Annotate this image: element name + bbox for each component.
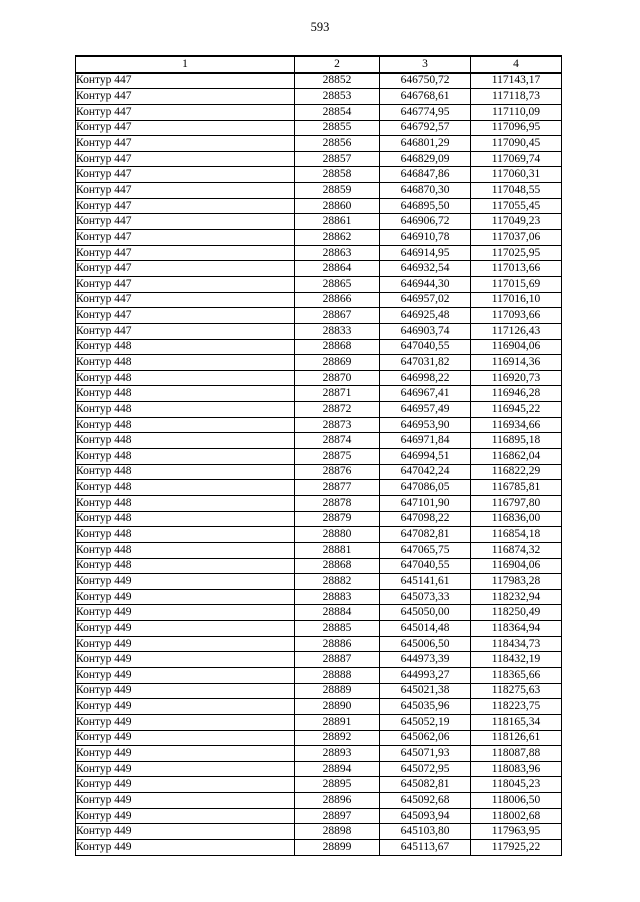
contour-name-cell: Контур 448 bbox=[76, 449, 295, 465]
table-row bbox=[76, 261, 562, 277]
y-coordinate-cell: 116822,29 bbox=[471, 464, 562, 480]
table-row bbox=[76, 339, 562, 355]
table-row bbox=[76, 308, 562, 324]
contour-name-cell: Контур 449 bbox=[76, 683, 295, 699]
y-coordinate-cell: 116862,04 bbox=[471, 449, 562, 465]
x-coordinate-cell: 645071,93 bbox=[380, 746, 471, 762]
y-coordinate-cell: 117096,95 bbox=[471, 120, 562, 136]
table-row bbox=[76, 480, 562, 496]
x-coordinate-cell: 646774,95 bbox=[380, 104, 471, 120]
x-coordinate-cell: 645014,48 bbox=[380, 621, 471, 637]
point-number-cell: 28870 bbox=[295, 370, 380, 386]
contour-name-cell: Контур 448 bbox=[76, 355, 295, 371]
point-number-cell: 28855 bbox=[295, 120, 380, 136]
y-coordinate-cell: 118087,88 bbox=[471, 746, 562, 762]
x-coordinate-cell: 646750,72 bbox=[380, 73, 471, 89]
contour-name-cell: Контур 449 bbox=[76, 636, 295, 652]
y-coordinate-cell: 118275,63 bbox=[471, 683, 562, 699]
x-coordinate-cell: 647082,81 bbox=[380, 527, 471, 543]
x-coordinate-cell: 647101,90 bbox=[380, 495, 471, 511]
y-coordinate-cell: 117048,55 bbox=[471, 183, 562, 199]
contour-name-cell: Контур 447 bbox=[76, 230, 295, 246]
point-number-cell: 28887 bbox=[295, 652, 380, 668]
y-coordinate-cell: 117069,74 bbox=[471, 151, 562, 167]
point-number-cell: 28874 bbox=[295, 433, 380, 449]
x-coordinate-cell: 644973,39 bbox=[380, 652, 471, 668]
y-coordinate-cell: 116945,22 bbox=[471, 402, 562, 418]
point-number-cell: 28883 bbox=[295, 589, 380, 605]
point-number-cell: 28886 bbox=[295, 636, 380, 652]
x-coordinate-cell: 645035,96 bbox=[380, 699, 471, 715]
x-coordinate-cell: 645021,38 bbox=[380, 683, 471, 699]
x-coordinate-cell: 646957,49 bbox=[380, 402, 471, 418]
contour-name-cell: Контур 448 bbox=[76, 558, 295, 574]
x-coordinate-cell: 647065,75 bbox=[380, 542, 471, 558]
y-coordinate-cell: 117118,73 bbox=[471, 89, 562, 105]
point-number-cell: 28868 bbox=[295, 339, 380, 355]
point-number-cell: 28878 bbox=[295, 495, 380, 511]
y-coordinate-cell: 118365,66 bbox=[471, 667, 562, 683]
y-coordinate-cell: 117110,09 bbox=[471, 104, 562, 120]
table-row bbox=[76, 214, 562, 230]
table-row bbox=[76, 589, 562, 605]
table-row bbox=[76, 495, 562, 511]
contour-name-cell: Контур 449 bbox=[76, 589, 295, 605]
x-coordinate-cell: 647098,22 bbox=[380, 511, 471, 527]
point-number-cell: 28864 bbox=[295, 261, 380, 277]
point-number-cell: 28896 bbox=[295, 793, 380, 809]
point-number-cell: 28881 bbox=[295, 542, 380, 558]
contour-name-cell: Контур 447 bbox=[76, 183, 295, 199]
contour-name-cell: Контур 448 bbox=[76, 542, 295, 558]
contour-name-cell: Контур 447 bbox=[76, 73, 295, 89]
contour-name-cell: Контур 447 bbox=[76, 89, 295, 105]
table-row bbox=[76, 527, 562, 543]
contour-name-cell: Контур 448 bbox=[76, 433, 295, 449]
contour-name-cell: Контур 447 bbox=[76, 167, 295, 183]
column-header-2: 2 bbox=[295, 56, 380, 73]
point-number-cell: 28888 bbox=[295, 667, 380, 683]
contour-name-cell: Контур 447 bbox=[76, 292, 295, 308]
contour-name-cell: Контур 449 bbox=[76, 605, 295, 621]
point-number-cell: 28856 bbox=[295, 136, 380, 152]
point-number-cell: 28853 bbox=[295, 89, 380, 105]
table-row bbox=[76, 73, 562, 89]
contour-name-cell: Контур 449 bbox=[76, 652, 295, 668]
point-number-cell: 28872 bbox=[295, 402, 380, 418]
table-row bbox=[76, 777, 562, 793]
x-coordinate-cell: 646906,72 bbox=[380, 214, 471, 230]
contour-name-cell: Контур 448 bbox=[76, 417, 295, 433]
y-coordinate-cell: 117925,22 bbox=[471, 840, 562, 856]
contour-name-cell: Контур 448 bbox=[76, 527, 295, 543]
contour-name-cell: Контур 449 bbox=[76, 824, 295, 840]
contour-name-cell: Контур 449 bbox=[76, 730, 295, 746]
table-row bbox=[76, 636, 562, 652]
x-coordinate-cell: 646801,29 bbox=[380, 136, 471, 152]
y-coordinate-cell: 117090,45 bbox=[471, 136, 562, 152]
x-coordinate-cell: 646932,54 bbox=[380, 261, 471, 277]
y-coordinate-cell: 117126,43 bbox=[471, 323, 562, 339]
point-number-cell: 28882 bbox=[295, 574, 380, 590]
contour-name-cell: Контур 447 bbox=[76, 198, 295, 214]
x-coordinate-cell: 646903,74 bbox=[380, 323, 471, 339]
point-number-cell: 28862 bbox=[295, 230, 380, 246]
x-coordinate-cell: 647086,05 bbox=[380, 480, 471, 496]
table-row bbox=[76, 840, 562, 856]
table-row bbox=[76, 386, 562, 402]
point-number-cell: 28894 bbox=[295, 761, 380, 777]
page-number: 593 bbox=[310, 20, 330, 34]
contour-name-cell: Контур 449 bbox=[76, 793, 295, 809]
table-row bbox=[76, 511, 562, 527]
point-number-cell: 28863 bbox=[295, 245, 380, 261]
table-row bbox=[76, 417, 562, 433]
point-number-cell: 28861 bbox=[295, 214, 380, 230]
y-coordinate-cell: 116854,18 bbox=[471, 527, 562, 543]
table-row bbox=[76, 433, 562, 449]
contour-name-cell: Контур 449 bbox=[76, 621, 295, 637]
x-coordinate-cell: 646914,95 bbox=[380, 245, 471, 261]
y-coordinate-cell: 116874,32 bbox=[471, 542, 562, 558]
contour-name-cell: Контур 447 bbox=[76, 214, 295, 230]
y-coordinate-cell: 118250,49 bbox=[471, 605, 562, 621]
point-number-cell: 28871 bbox=[295, 386, 380, 402]
x-coordinate-cell: 645062,06 bbox=[380, 730, 471, 746]
contour-name-cell: Контур 448 bbox=[76, 511, 295, 527]
table-row bbox=[76, 730, 562, 746]
contour-name-cell: Контур 447 bbox=[76, 276, 295, 292]
table-row bbox=[76, 89, 562, 105]
point-number-cell: 28899 bbox=[295, 840, 380, 856]
y-coordinate-cell: 117055,45 bbox=[471, 198, 562, 214]
table-row bbox=[76, 605, 562, 621]
table-row bbox=[76, 104, 562, 120]
y-coordinate-cell: 117013,66 bbox=[471, 261, 562, 277]
table-row bbox=[76, 245, 562, 261]
table-row bbox=[76, 793, 562, 809]
point-number-cell: 28892 bbox=[295, 730, 380, 746]
y-coordinate-cell: 118432,19 bbox=[471, 652, 562, 668]
point-number-cell: 28895 bbox=[295, 777, 380, 793]
contour-name-cell: Контур 449 bbox=[76, 761, 295, 777]
point-number-cell: 28852 bbox=[295, 73, 380, 89]
y-coordinate-cell: 118002,68 bbox=[471, 808, 562, 824]
contour-name-cell: Контур 448 bbox=[76, 386, 295, 402]
point-number-cell: 28858 bbox=[295, 167, 380, 183]
column-header-1: 1 bbox=[76, 56, 295, 73]
contour-name-cell: Контур 448 bbox=[76, 480, 295, 496]
x-coordinate-cell: 646957,02 bbox=[380, 292, 471, 308]
y-coordinate-cell: 117093,66 bbox=[471, 308, 562, 324]
y-coordinate-cell: 118434,73 bbox=[471, 636, 562, 652]
y-coordinate-cell: 118006,50 bbox=[471, 793, 562, 809]
y-coordinate-cell: 117049,23 bbox=[471, 214, 562, 230]
point-number-cell: 28885 bbox=[295, 621, 380, 637]
x-coordinate-cell: 645082,81 bbox=[380, 777, 471, 793]
contour-name-cell: Контур 447 bbox=[76, 104, 295, 120]
x-coordinate-cell: 646895,50 bbox=[380, 198, 471, 214]
point-number-cell: 28890 bbox=[295, 699, 380, 715]
x-coordinate-cell: 644993,27 bbox=[380, 667, 471, 683]
y-coordinate-cell: 117025,95 bbox=[471, 245, 562, 261]
y-coordinate-cell: 118364,94 bbox=[471, 621, 562, 637]
point-number-cell: 28889 bbox=[295, 683, 380, 699]
x-coordinate-cell: 645092,68 bbox=[380, 793, 471, 809]
table-row bbox=[76, 558, 562, 574]
y-coordinate-cell: 117060,31 bbox=[471, 167, 562, 183]
x-coordinate-cell: 647040,55 bbox=[380, 558, 471, 574]
point-number-cell: 28867 bbox=[295, 308, 380, 324]
table-row bbox=[76, 151, 562, 167]
x-coordinate-cell: 646967,41 bbox=[380, 386, 471, 402]
x-coordinate-cell: 646792,57 bbox=[380, 120, 471, 136]
point-number-cell: 28833 bbox=[295, 323, 380, 339]
point-number-cell: 28898 bbox=[295, 824, 380, 840]
table-row bbox=[76, 699, 562, 715]
table-row bbox=[76, 714, 562, 730]
y-coordinate-cell: 117983,28 bbox=[471, 574, 562, 590]
contour-name-cell: Контур 449 bbox=[76, 840, 295, 856]
table-row bbox=[76, 683, 562, 699]
y-coordinate-cell: 117963,95 bbox=[471, 824, 562, 840]
table-row bbox=[76, 761, 562, 777]
contour-name-cell: Контур 447 bbox=[76, 151, 295, 167]
table-header-row bbox=[76, 56, 562, 73]
table-row bbox=[76, 276, 562, 292]
point-number-cell: 28866 bbox=[295, 292, 380, 308]
point-number-cell: 28897 bbox=[295, 808, 380, 824]
table-row bbox=[76, 667, 562, 683]
x-coordinate-cell: 646971,84 bbox=[380, 433, 471, 449]
contour-name-cell: Контур 447 bbox=[76, 245, 295, 261]
x-coordinate-cell: 645006,50 bbox=[380, 636, 471, 652]
y-coordinate-cell: 116895,18 bbox=[471, 433, 562, 449]
contour-name-cell: Контур 448 bbox=[76, 464, 295, 480]
y-coordinate-cell: 118045,23 bbox=[471, 777, 562, 793]
x-coordinate-cell: 645073,33 bbox=[380, 589, 471, 605]
table-row bbox=[76, 464, 562, 480]
point-number-cell: 28875 bbox=[295, 449, 380, 465]
table-row bbox=[76, 370, 562, 386]
contour-name-cell: Контур 447 bbox=[76, 120, 295, 136]
x-coordinate-cell: 646998,22 bbox=[380, 370, 471, 386]
y-coordinate-cell: 118223,75 bbox=[471, 699, 562, 715]
table-row bbox=[76, 652, 562, 668]
table-row bbox=[76, 136, 562, 152]
y-coordinate-cell: 117015,69 bbox=[471, 276, 562, 292]
y-coordinate-cell: 117143,17 bbox=[471, 73, 562, 89]
point-number-cell: 28868 bbox=[295, 558, 380, 574]
point-number-cell: 28893 bbox=[295, 746, 380, 762]
x-coordinate-cell: 646944,30 bbox=[380, 276, 471, 292]
x-coordinate-cell: 646768,61 bbox=[380, 89, 471, 105]
contour-name-cell: Контур 449 bbox=[76, 714, 295, 730]
x-coordinate-cell: 645052,19 bbox=[380, 714, 471, 730]
point-number-cell: 28873 bbox=[295, 417, 380, 433]
y-coordinate-cell: 116836,00 bbox=[471, 511, 562, 527]
x-coordinate-cell: 646994,51 bbox=[380, 449, 471, 465]
x-coordinate-cell: 645103,80 bbox=[380, 824, 471, 840]
contour-name-cell: Контур 449 bbox=[76, 699, 295, 715]
point-number-cell: 28854 bbox=[295, 104, 380, 120]
table-row bbox=[76, 355, 562, 371]
point-number-cell: 28877 bbox=[295, 480, 380, 496]
y-coordinate-cell: 118165,34 bbox=[471, 714, 562, 730]
y-coordinate-cell: 116946,28 bbox=[471, 386, 562, 402]
x-coordinate-cell: 646910,78 bbox=[380, 230, 471, 246]
y-coordinate-cell: 116934,66 bbox=[471, 417, 562, 433]
table-row bbox=[76, 323, 562, 339]
x-coordinate-cell: 646870,30 bbox=[380, 183, 471, 199]
table-row bbox=[76, 621, 562, 637]
contour-name-cell: Контур 449 bbox=[76, 574, 295, 590]
table-row bbox=[76, 574, 562, 590]
point-number-cell: 28865 bbox=[295, 276, 380, 292]
table-row bbox=[76, 292, 562, 308]
table-row bbox=[76, 183, 562, 199]
y-coordinate-cell: 118083,96 bbox=[471, 761, 562, 777]
point-number-cell: 28869 bbox=[295, 355, 380, 371]
y-coordinate-cell: 117037,06 bbox=[471, 230, 562, 246]
table-row bbox=[76, 167, 562, 183]
point-number-cell: 28860 bbox=[295, 198, 380, 214]
y-coordinate-cell: 118232,94 bbox=[471, 589, 562, 605]
contour-name-cell: Контур 449 bbox=[76, 667, 295, 683]
column-header-3: 3 bbox=[380, 56, 471, 73]
x-coordinate-cell: 645141,61 bbox=[380, 574, 471, 590]
x-coordinate-cell: 645093,94 bbox=[380, 808, 471, 824]
column-header-4: 4 bbox=[471, 56, 562, 73]
y-coordinate-cell: 116920,73 bbox=[471, 370, 562, 386]
x-coordinate-cell: 645050,00 bbox=[380, 605, 471, 621]
x-coordinate-cell: 647042,24 bbox=[380, 464, 471, 480]
point-number-cell: 28884 bbox=[295, 605, 380, 621]
x-coordinate-cell: 646829,09 bbox=[380, 151, 471, 167]
y-coordinate-cell: 116785,81 bbox=[471, 480, 562, 496]
x-coordinate-cell: 647031,82 bbox=[380, 355, 471, 371]
x-coordinate-cell: 647040,55 bbox=[380, 339, 471, 355]
y-coordinate-cell: 118126,61 bbox=[471, 730, 562, 746]
contour-name-cell: Контур 449 bbox=[76, 777, 295, 793]
x-coordinate-cell: 645113,67 bbox=[380, 840, 471, 856]
point-number-cell: 28891 bbox=[295, 714, 380, 730]
contour-name-cell: Контур 449 bbox=[76, 746, 295, 762]
contour-name-cell: Контур 448 bbox=[76, 370, 295, 386]
contour-name-cell: Контур 449 bbox=[76, 808, 295, 824]
table-body bbox=[76, 73, 562, 856]
contour-name-cell: Контур 447 bbox=[76, 261, 295, 277]
table-row bbox=[76, 230, 562, 246]
table-row bbox=[76, 808, 562, 824]
contour-name-cell: Контур 447 bbox=[76, 323, 295, 339]
table-row bbox=[76, 198, 562, 214]
table-row bbox=[76, 120, 562, 136]
x-coordinate-cell: 646925,48 bbox=[380, 308, 471, 324]
table-row bbox=[76, 449, 562, 465]
x-coordinate-cell: 646847,86 bbox=[380, 167, 471, 183]
y-coordinate-cell: 116797,80 bbox=[471, 495, 562, 511]
contour-name-cell: Контур 448 bbox=[76, 339, 295, 355]
table-row bbox=[76, 746, 562, 762]
contour-name-cell: Контур 448 bbox=[76, 495, 295, 511]
contour-name-cell: Контур 447 bbox=[76, 308, 295, 324]
y-coordinate-cell: 117016,10 bbox=[471, 292, 562, 308]
contour-name-cell: Контур 448 bbox=[76, 402, 295, 418]
contour-name-cell: Контур 447 bbox=[76, 136, 295, 152]
point-number-cell: 28880 bbox=[295, 527, 380, 543]
coordinates-table bbox=[75, 55, 562, 856]
y-coordinate-cell: 116914,36 bbox=[471, 355, 562, 371]
table-row bbox=[76, 542, 562, 558]
point-number-cell: 28857 bbox=[295, 151, 380, 167]
point-number-cell: 28879 bbox=[295, 511, 380, 527]
x-coordinate-cell: 646953,90 bbox=[380, 417, 471, 433]
point-number-cell: 28859 bbox=[295, 183, 380, 199]
table-row bbox=[76, 824, 562, 840]
y-coordinate-cell: 116904,06 bbox=[471, 558, 562, 574]
x-coordinate-cell: 645072,95 bbox=[380, 761, 471, 777]
y-coordinate-cell: 116904,06 bbox=[471, 339, 562, 355]
table-row bbox=[76, 402, 562, 418]
point-number-cell: 28876 bbox=[295, 464, 380, 480]
